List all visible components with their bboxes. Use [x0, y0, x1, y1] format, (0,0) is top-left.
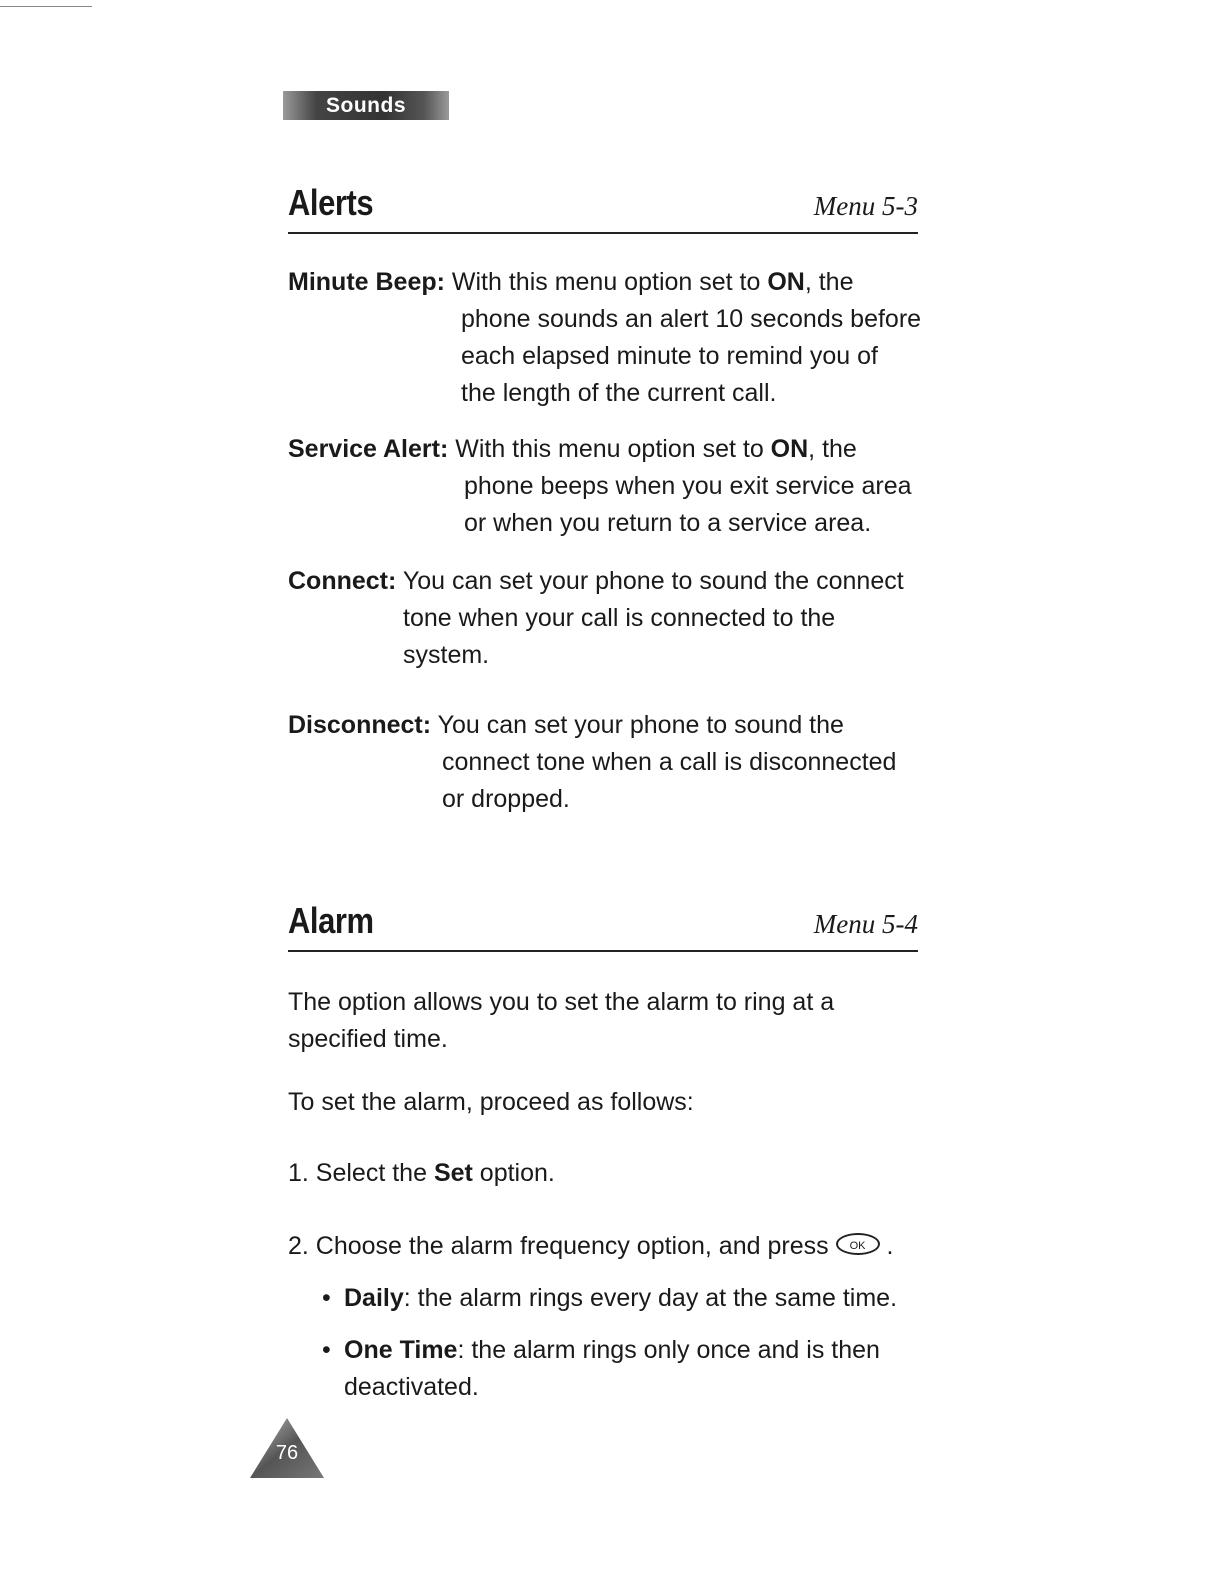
alerts-heading: [288, 184, 918, 234]
service-alert-line-1b: , the: [808, 435, 857, 463]
minute-beep-on: ON: [767, 268, 805, 296]
disconnect-line-3: or dropped.: [442, 785, 570, 813]
step-1-text-end: option.: [472, 1159, 555, 1187]
minute-beep-line-2: phone sounds an alert 10 seconds before: [461, 305, 922, 333]
minute-beep-line-4: the length of the current call.: [461, 379, 777, 407]
bullet-daily-term: Daily: [344, 1284, 404, 1312]
alarm-menu-ref: Menu 5-4: [813, 909, 918, 939]
connect-line-2: tone when your call is connected to the: [403, 604, 836, 632]
bullet-daily: [322, 1280, 922, 1317]
alerts-title: Alerts: [288, 182, 374, 223]
section-tab-sounds: Sounds: [283, 91, 449, 120]
entry-connect: [288, 563, 928, 674]
bullet-daily-text: : the alarm rings every day at the same time.: [403, 1284, 898, 1312]
alarm-heading: [288, 902, 918, 952]
minute-beep-line-3: each elapsed minute to remind you of: [461, 342, 878, 370]
term-connect: Connect:: [288, 567, 397, 595]
term-minute-beep: Minute Beep:: [288, 268, 445, 296]
page-number-badge: [250, 1418, 324, 1480]
bullet-one-time-term: One Time: [344, 1336, 458, 1364]
alarm-step-1: [288, 1155, 928, 1192]
bullet-one-time-text: : the alarm rings only once and is then: [457, 1336, 880, 1364]
bullet-one-time-text-2: deactivated.: [344, 1373, 479, 1401]
minute-beep-line-1b: , the: [804, 268, 854, 296]
step-2-text: 2. Choose the alarm frequency option, and press: [288, 1232, 836, 1260]
entry-disconnect: [288, 707, 928, 818]
alarm-intro-line-2: specified time.: [288, 1025, 448, 1053]
disconnect-line-2: connect tone when a call is disconnected: [442, 748, 897, 776]
bullet-dot-icon: •: [322, 1336, 331, 1364]
step-2-text-end: .: [886, 1232, 894, 1260]
service-alert-line-3: or when you return to a service area.: [464, 509, 872, 537]
alarm-proceed: To set the alarm, proceed as follows:: [288, 1088, 694, 1116]
step-1-text: 1. Select the: [288, 1159, 434, 1187]
connect-line-3: system.: [403, 641, 490, 669]
service-alert-line-1a: With this menu option set to: [455, 435, 771, 463]
term-disconnect: Disconnect:: [288, 711, 432, 739]
service-alert-line-2: phone beeps when you exit service area: [464, 472, 912, 500]
step-1-set: Set: [433, 1159, 473, 1187]
ok-key-icon: OK: [836, 1233, 880, 1255]
alerts-menu-ref: Menu 5-3: [813, 191, 918, 221]
alarm-title: Alarm: [288, 900, 374, 941]
term-service-alert: Service Alert:: [288, 435, 449, 463]
disconnect-line-1: You can set your phone to sound the: [437, 711, 844, 739]
alarm-intro-line-1: The option allows you to set the alarm to ring at a: [288, 988, 835, 1016]
minute-beep-line-1a: With this menu option set to: [451, 268, 768, 296]
entry-service-alert: [288, 431, 928, 542]
corner-rule: [0, 6, 92, 7]
alarm-intro: [288, 984, 928, 1058]
connect-line-1: You can set your phone to sound the connect: [402, 567, 904, 595]
service-alert-on: ON: [770, 435, 809, 463]
entry-minute-beep: [288, 264, 928, 412]
bullet-dot-icon: •: [322, 1284, 331, 1312]
alarm-step-2: [288, 1228, 928, 1265]
page-number: 76: [275, 1442, 299, 1464]
bullet-one-time: [322, 1332, 922, 1406]
